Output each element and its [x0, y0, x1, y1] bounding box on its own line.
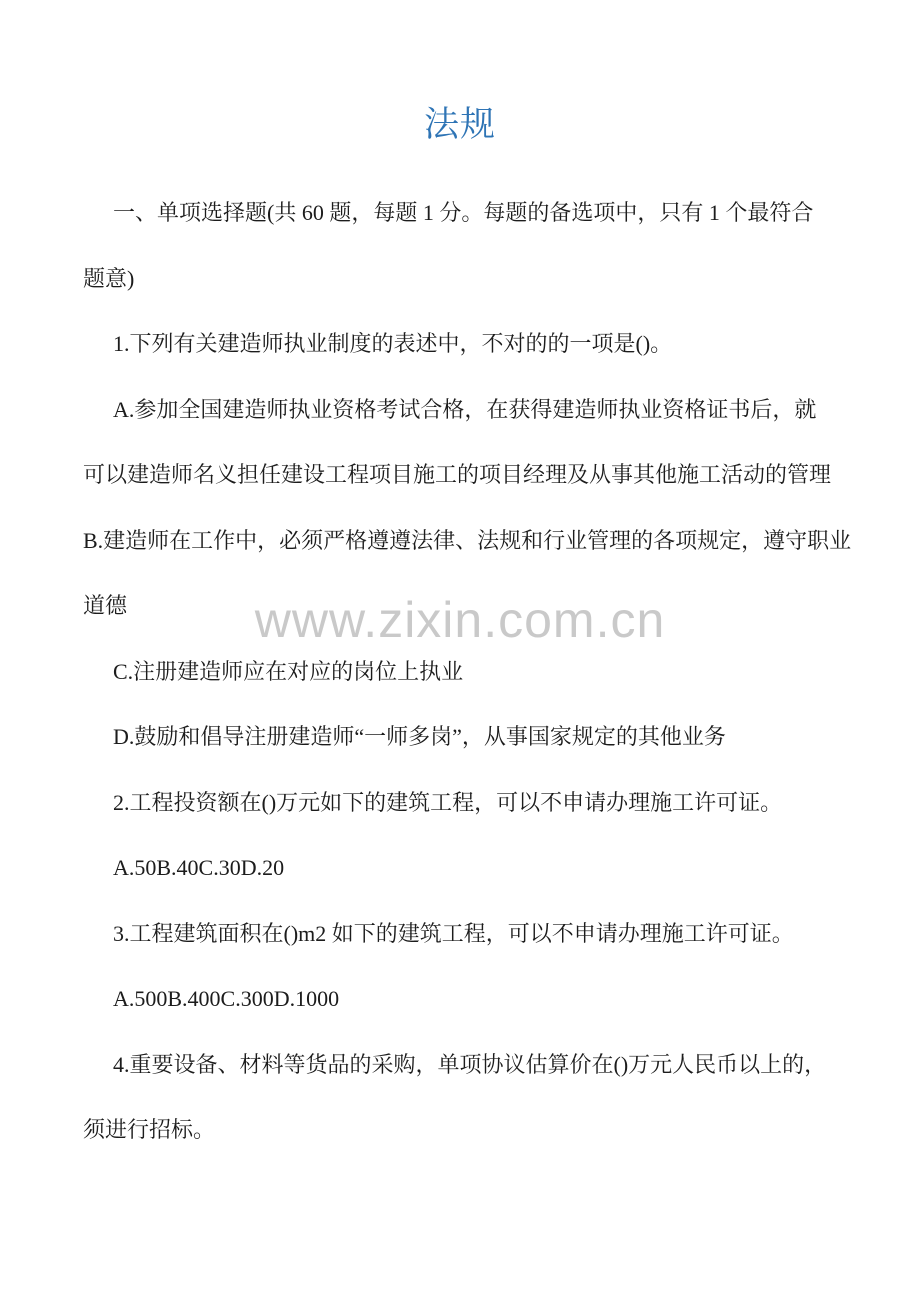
question-2: 2.工程投资额在()万元如下的建筑工程，可以不申请办理施工许可证。: [113, 789, 783, 815]
q1-option-a-line-1: A.参加全国建造师执业资格考试合格，在获得建造师执业资格证书后，就: [113, 396, 817, 422]
question-3: 3.工程建筑面积在()m2 如下的建筑工程，可以不申请办理施工许可证。: [113, 920, 794, 946]
q2-options: A.50B.40C.30D.20: [113, 855, 285, 880]
question-4-line-1: 4.重要设备、材料等货品的采购，单项协议估算价在()万元人民币以上的，: [113, 1051, 827, 1077]
instructions-line-2: 题意): [83, 265, 135, 291]
page-title: 法规: [423, 105, 496, 144]
question-1: 1.下列有关建造师执业制度的表述中，不对的的一项是()。: [113, 331, 673, 356]
watermark-text: www.zixin.com.cn: [254, 592, 666, 648]
q1-option-b-line-1: B.建造师在工作中，必须严格遵遵法律、法规和行业管理的各项规定，遵守职业: [83, 527, 852, 553]
document-body: [83, 180, 852, 1163]
instructions-line-1: 一、单项选择题(共 60 题，每题 1 分。每题的备选项中，只有 1 个最符合: [113, 200, 814, 225]
q1-option-a-line-2: 可以建造师名义担任建设工程项目施工的项目经理及从事其他施工活动的管理: [83, 462, 832, 487]
q1-option-d: D.鼓励和倡导注册建造师“一师多岗”，从事国家规定的其他业务: [113, 724, 726, 749]
question-4-line-2: 须进行招标。: [83, 1117, 216, 1142]
q1-option-b-line-2: 道德: [83, 593, 128, 618]
q3-options: A.500B.400C.300D.1000: [113, 986, 340, 1011]
q1-option-c: C.注册建造师应在对应的岗位上执业: [113, 658, 464, 684]
